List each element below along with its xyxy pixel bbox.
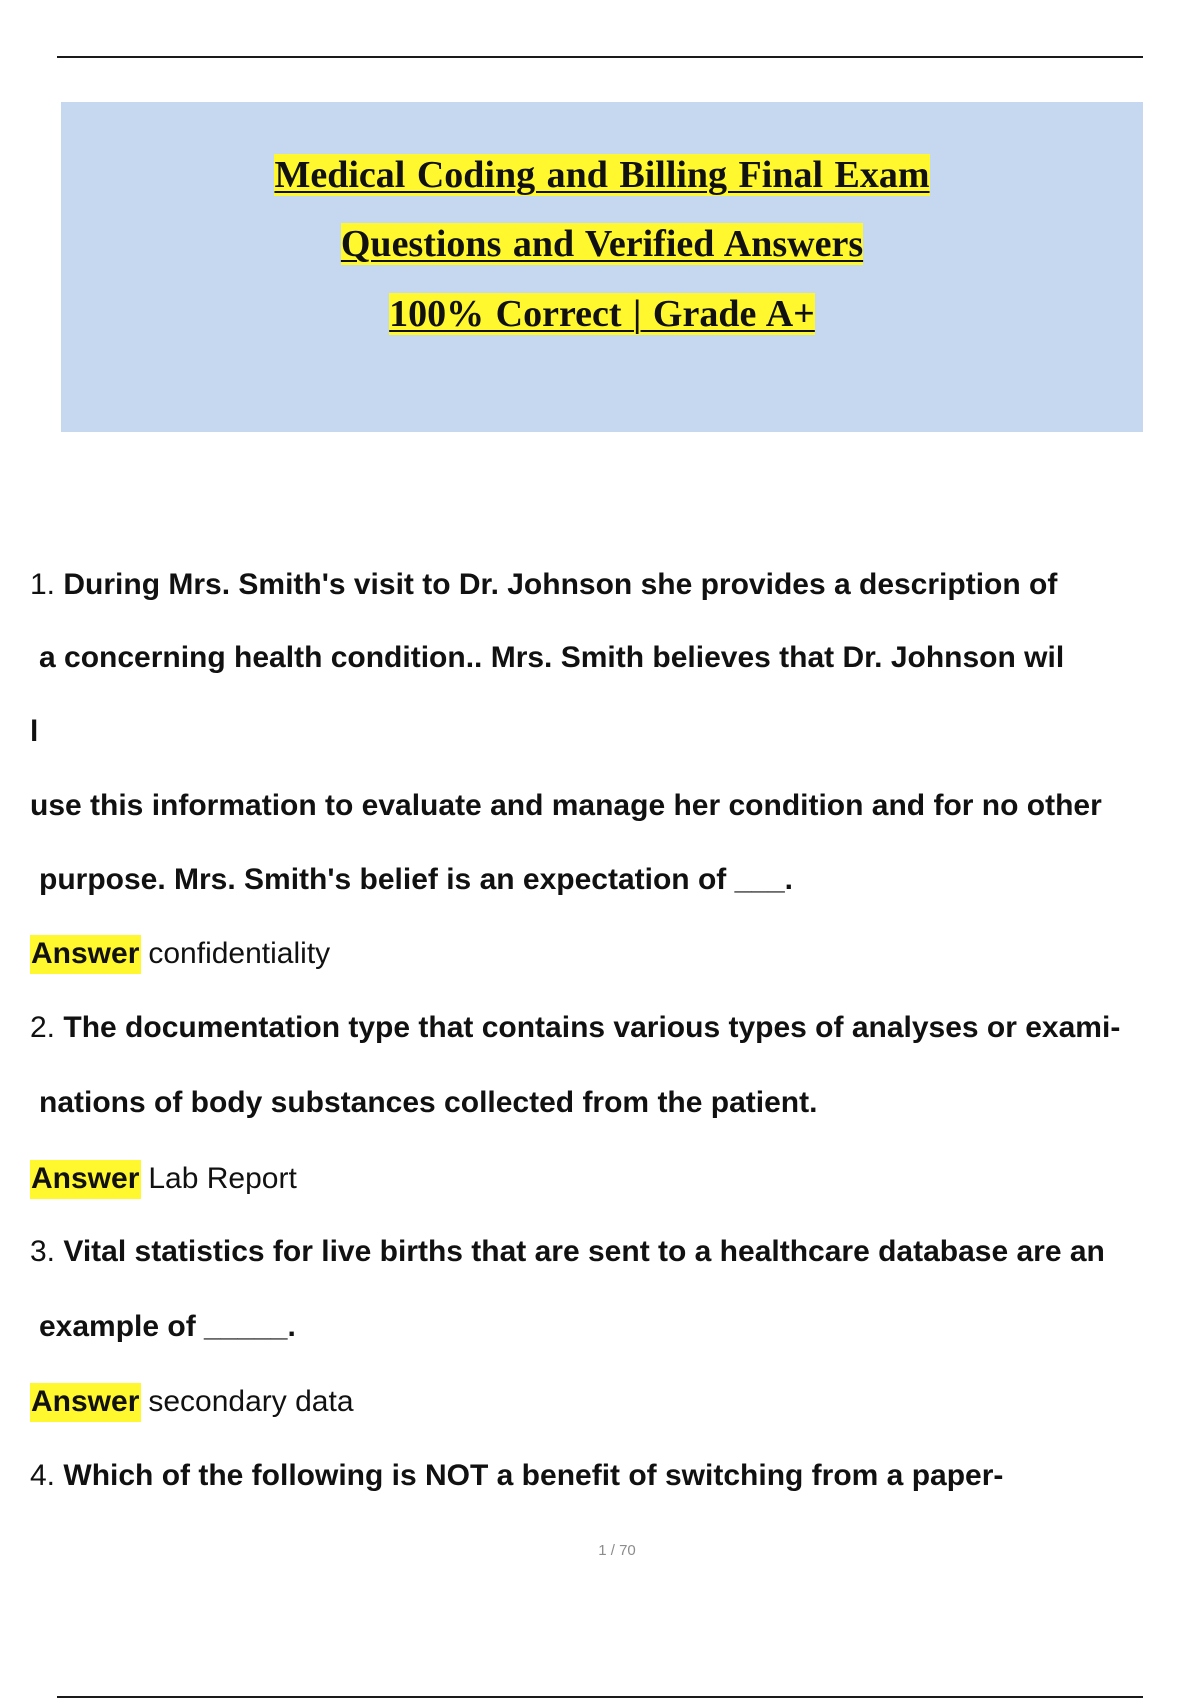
bottom-rule [57, 1696, 1143, 1698]
question-4-number: 4. [30, 1459, 56, 1492]
question-1-line-4: use this information to evaluate and manage her condition and for no other [30, 789, 1102, 822]
question-1-line-1: 1. During Mrs. Smith's visit to Dr. Johnson she provides a description of [30, 568, 1058, 601]
answer-2 [30, 1161, 1180, 1197]
question-2-number: 2. [30, 1011, 56, 1044]
title-banner [61, 102, 1143, 432]
title-line-2: Questions and Verified Answers [340, 223, 864, 265]
question-1-number: 1. [30, 568, 56, 601]
answer-label: Answer [30, 935, 141, 974]
question-1-line-2: a concerning health condition.. Mrs. Smith believes that Dr. Johnson wil [39, 641, 1065, 674]
title-line-1: Medical Coding and Billing Final Exam [274, 154, 930, 196]
question-1-line-5: purpose. Mrs. Smith's belief is an expectation of ___. [39, 863, 793, 896]
answer-text: confidentiality [148, 937, 331, 970]
answer-label: Answer [30, 1160, 141, 1199]
question-3-line-2: example of _____. [39, 1310, 296, 1343]
question-1-line-3: l [30, 715, 39, 748]
question-2-line-2: nations of body substances collected from the patient. [39, 1086, 818, 1119]
question-3-number: 3. [30, 1235, 56, 1268]
answer-3 [30, 1384, 1180, 1420]
answer-text: secondary data [148, 1385, 354, 1418]
question-4-line-1: 4. Which of the following is NOT a benefit of switching from a paper- [30, 1459, 1004, 1492]
title-line-3: 100% Correct | Grade A+ [389, 293, 815, 335]
answer-1 [30, 936, 1180, 972]
top-rule [57, 56, 1143, 58]
answer-label: Answer [30, 1383, 141, 1422]
question-3-line-1: 3. Vital statistics for live births that are sent to a healthcare database are an [30, 1235, 1105, 1268]
page-indicator: 1 / 70 [598, 1542, 636, 1559]
question-2-line-1: 2. The documentation type that contains various types of analyses or exami- [30, 1011, 1121, 1044]
answer-text: Lab Report [148, 1162, 297, 1195]
